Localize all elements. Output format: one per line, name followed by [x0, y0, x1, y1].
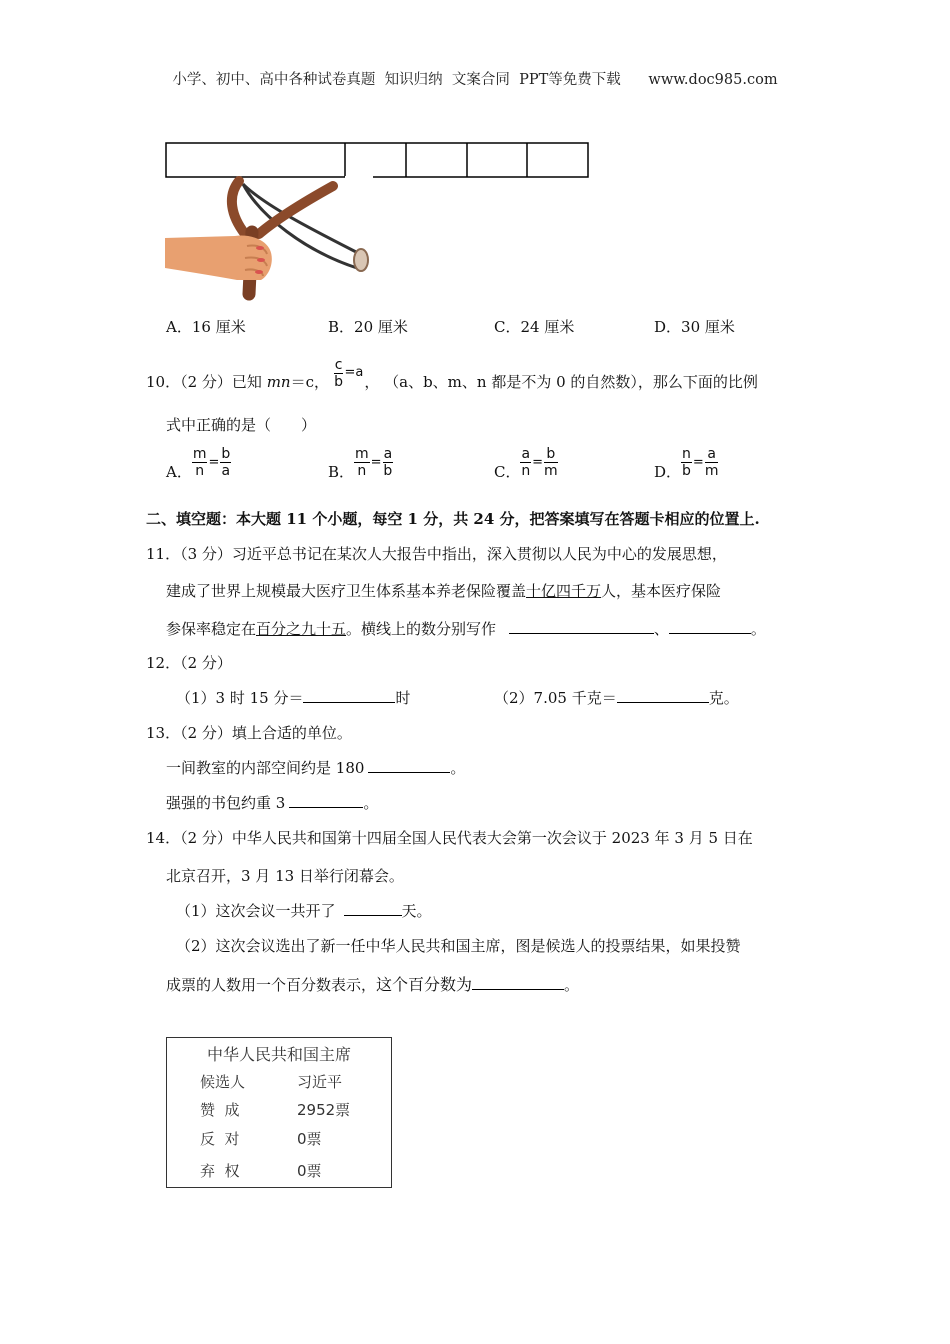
q13-answer-blank-1[interactable]	[368, 757, 450, 773]
vote-row-value-no: 0票	[297, 1130, 322, 1148]
q11-answer-blank-1[interactable]	[509, 618, 654, 634]
slingshot-illustration	[165, 176, 380, 301]
q12-line1: 12．（2 分）	[146, 654, 232, 672]
q14-line2: 北京召开，3 月 13 日举行闭幕会。	[166, 867, 404, 885]
q11-line3: 参保率稳定在百分之九十五。横线上的数分别写作 、 。	[166, 620, 766, 638]
header-text: 小学、初中、高中各种试卷真题 知识归纳 文案合同 PPT等免费下载	[172, 72, 621, 88]
q14-number: 14．	[146, 829, 181, 847]
q14-part2-line1: （2）这次会议选出了新一任中华人民共和国主席，图是候选人的投票结果，如果投赞	[176, 937, 741, 955]
q10-option-c[interactable]: C． $\frac{a}{n}$ = $\frac{b}{m}$	[494, 446, 558, 481]
q12-part1: （1）3 时 15 分＝ 时	[176, 689, 411, 707]
q12-number: 12．	[146, 654, 181, 672]
vote-row-label-yes: 赞 成	[200, 1101, 240, 1119]
q13-answer-blank-2[interactable]	[289, 792, 363, 808]
q10-number: 10．	[146, 373, 181, 391]
q13-line1: 13．（2 分）填上合适的单位。	[146, 724, 352, 742]
q13-line3: 强强的书包约重 3 。	[166, 794, 379, 812]
q14-answer-blank-2[interactable]	[472, 974, 564, 990]
q10-line1: 10．（2 分）已知 mn＝c， $\frac{c}{b}$ =a， （a、b、m、n 都是不为 0 的自然数），那么下面的比例	[146, 356, 758, 391]
page-header	[0, 68, 950, 89]
vote-row-label-no: 反 对	[200, 1130, 240, 1148]
q14-answer-blank-1[interactable]	[344, 900, 402, 916]
q9-option-c[interactable]: C．24 厘米	[494, 318, 575, 336]
q11-line2: 建成了世界上规模最大医疗卫生体系基本养老保险覆盖十亿四千万人，基本医疗保险	[166, 582, 722, 600]
vote-row-value-abstain: 0票	[297, 1162, 322, 1180]
q14-line1: 14．（2 分）中华人民共和国第十四届全国人民代表大会第一次会议于 2023 年 3 月 5 日在	[146, 829, 753, 847]
section2-title: 二、填空题：本大题 11 个小题，每空 1 分，共 24 分，把答案填写在答题卡相应的位置上.	[146, 510, 760, 528]
q14-part1: （1）这次会议一共开了 天。	[176, 902, 432, 920]
q10-option-d[interactable]: D． $\frac{n}{b}$ = $\frac{a}{m}$	[654, 446, 719, 481]
q13-line2: 一间教室的内部空间约是 180 。	[166, 759, 466, 777]
q10-option-b[interactable]: B． $\frac{m}{n}$ = $\frac{a}{b}$	[328, 446, 393, 481]
q11-number: 11．	[146, 545, 181, 563]
vote-row-value-yes: 2952票	[297, 1101, 351, 1119]
q13-number: 13．	[146, 724, 181, 742]
q11-line1: 11．（3 分）习近平总书记在某次人大报告中指出，深入贯彻以人民为中心的发展思想，	[146, 545, 727, 563]
q12-part2: （2）7.05 千克＝ 克。	[494, 689, 739, 707]
q10-fraction: $\frac{c}{b}$	[334, 356, 344, 390]
q14-part2-line2: 成票的人数用一个百分数表示，这个百分数为 。	[166, 975, 580, 994]
q10-option-a[interactable]: A． $\frac{m}{n}$ = $\frac{b}{a}$	[166, 446, 231, 481]
vote-row-value-candidate: 习近平	[297, 1073, 343, 1091]
ruler-boxes-figure	[165, 142, 590, 180]
q12-answer-blank-2[interactable]	[617, 687, 709, 703]
q12-answer-blank-1[interactable]	[303, 687, 395, 703]
q10-line2: 式中正确的是（ ）	[166, 416, 317, 434]
q11-answer-blank-2[interactable]	[669, 618, 751, 634]
vote-row-label-candidate: 候选人	[200, 1073, 246, 1091]
q9-option-d[interactable]: D．30 厘米	[654, 318, 735, 336]
q10-points: （2 分）	[180, 373, 232, 391]
vote-row-label-abstain: 弃 权	[200, 1162, 240, 1180]
vote-table-title: 中华人民共和国主席	[206, 1045, 351, 1064]
q9-option-a[interactable]: A．16 厘米	[166, 318, 246, 336]
header-url: www.doc985.com	[648, 72, 778, 88]
q9-option-b[interactable]: B．20 厘米	[328, 318, 408, 336]
